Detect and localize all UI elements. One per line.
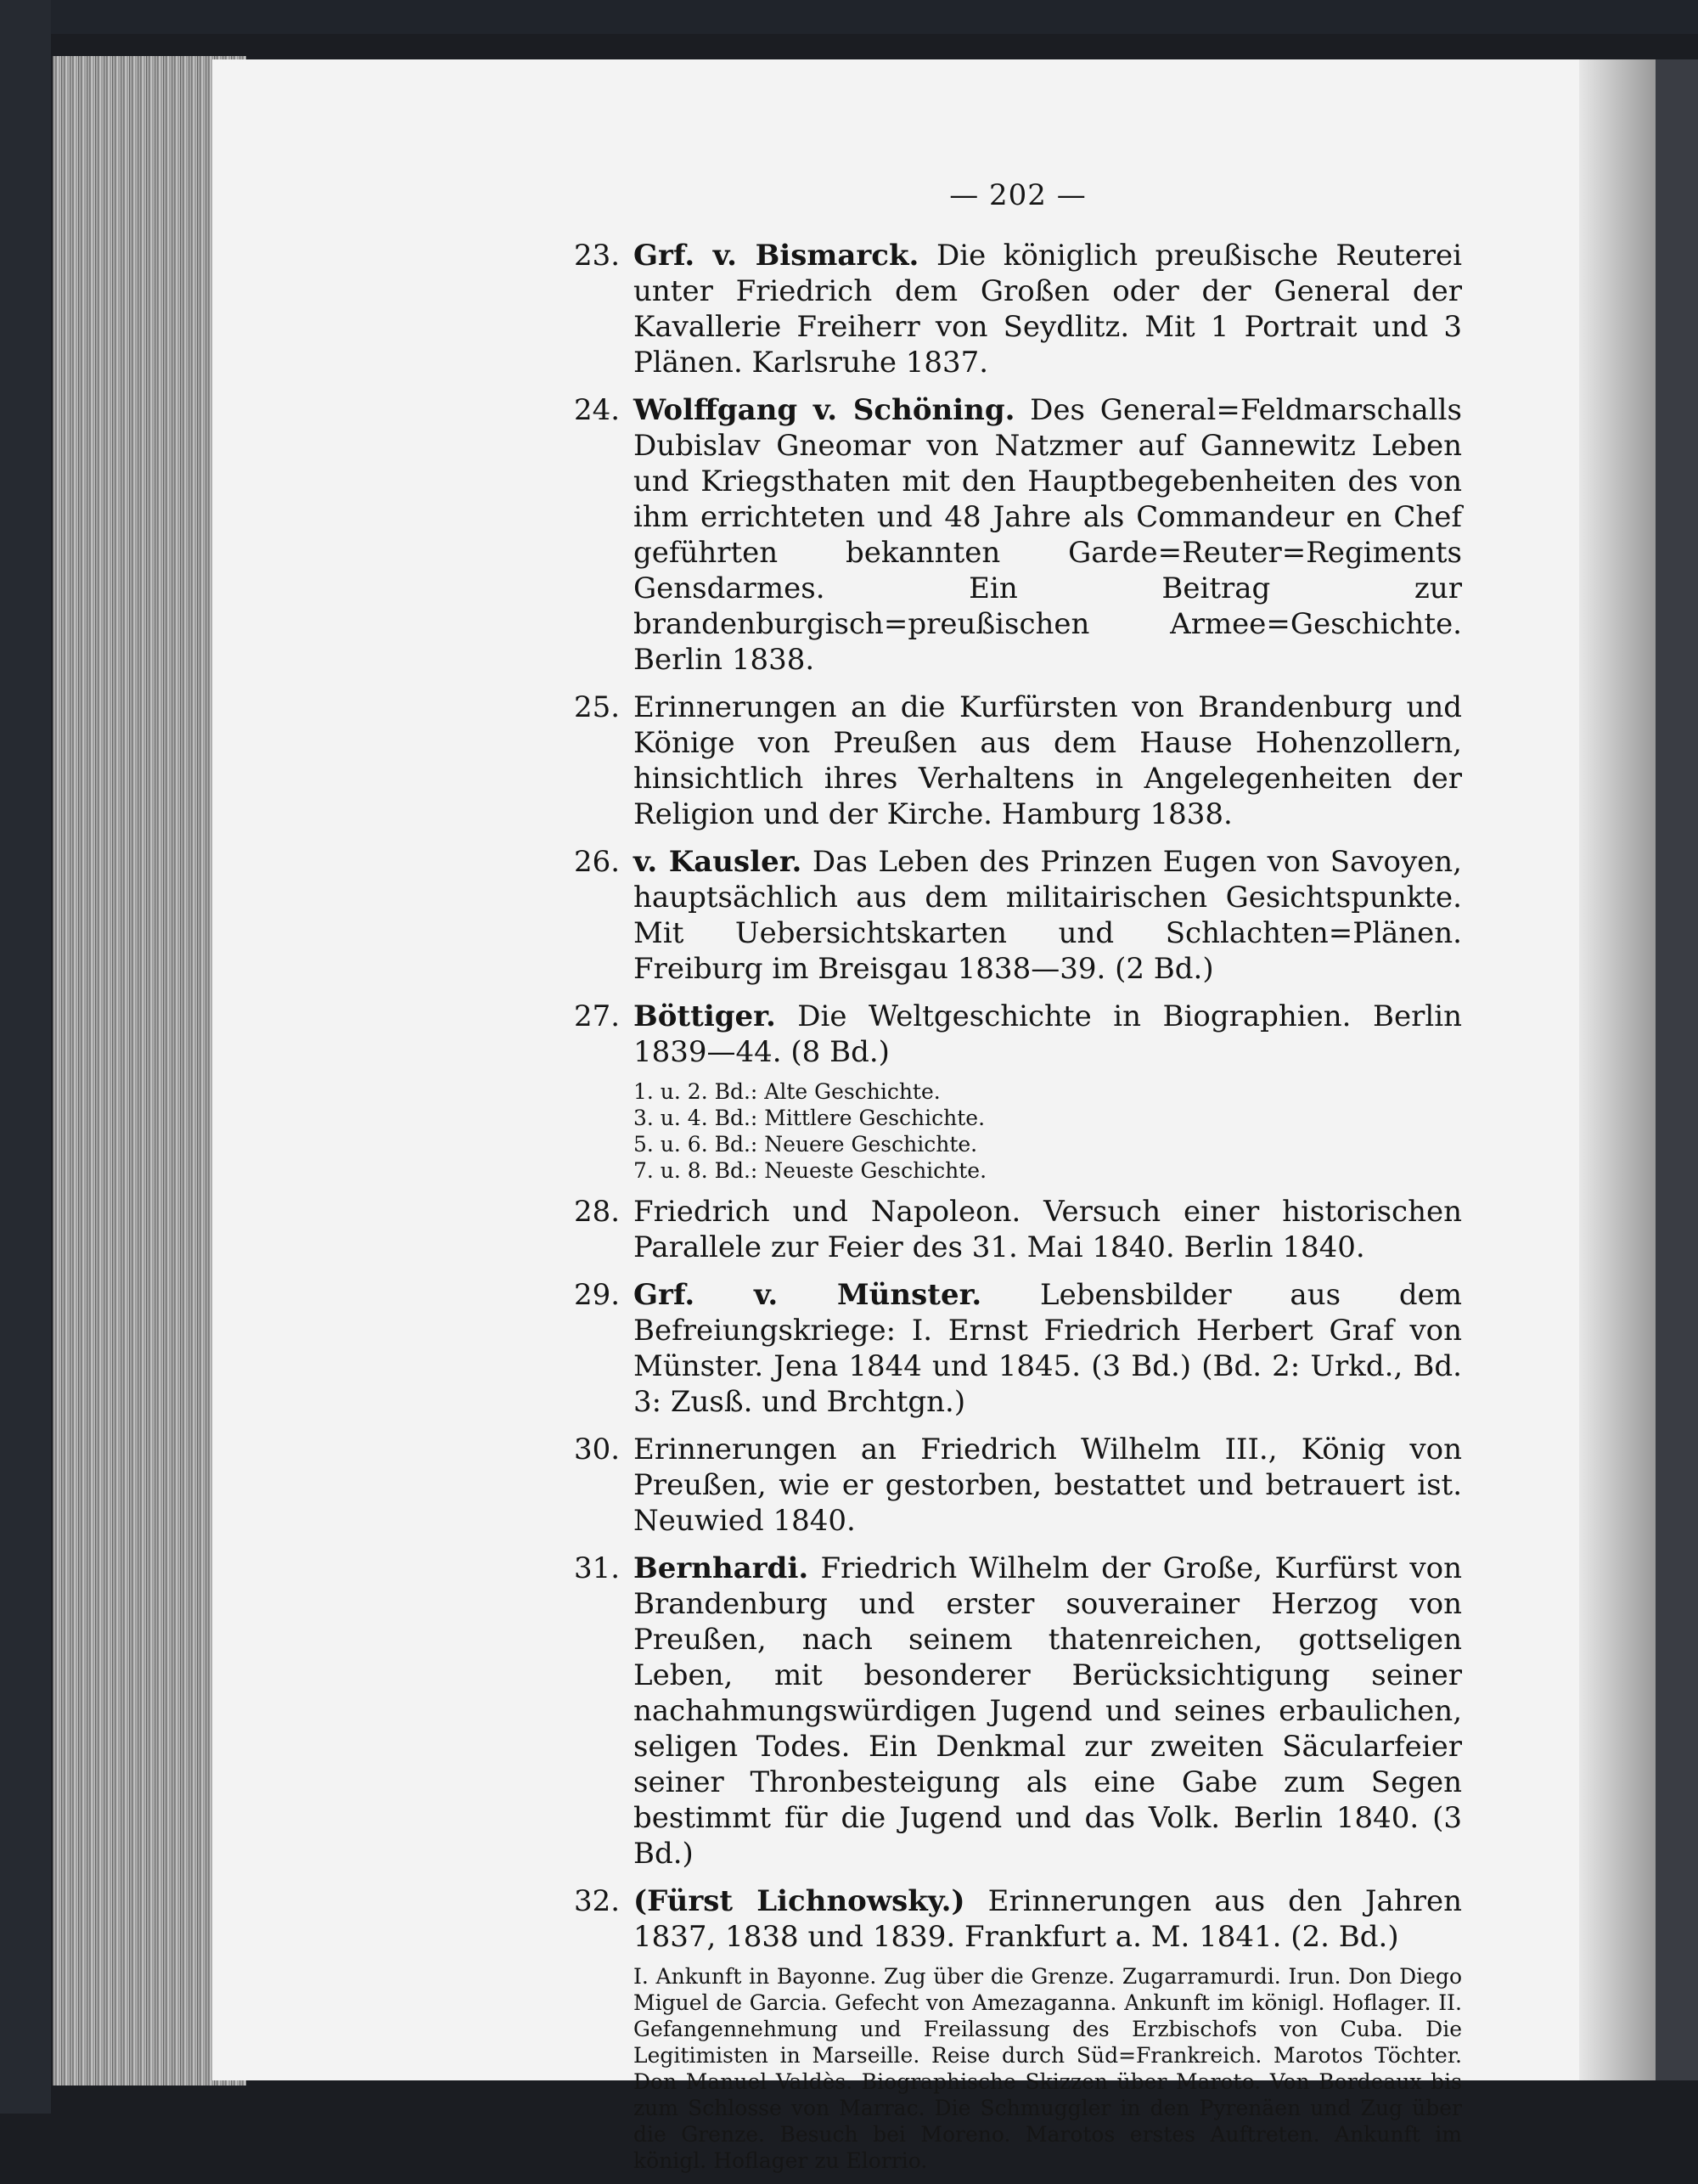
entry-number: 25. <box>574 690 621 724</box>
entry-author: Bernhardi. <box>633 1551 809 1585</box>
entry-author: Grf. v. Bismarck. <box>633 239 919 273</box>
entry-number: 26. <box>574 845 621 879</box>
page-number: — 202 — <box>949 178 1087 212</box>
lichnowsky-contents: I. Ankunft in Bayonne. Zug über die Grenze. Zugarramurdi. Irun. Don Diego Miguel de Garcia. Gefecht von Amezaganna. Ankunft im königl. Hoflager. II. Gefangennehmung und Freilassung des Erzbischofs von Cuba. Die Legitimisten in Marseille. Reise durch Süd=Frankreich. Marotos Töchter. Don Manuel Valdès. Biographische Skizzen über Maroto. Von Bordeaux bis zum Schlosse von Marrac. Die Schmuggler in den Pyrenäen und Zug über die Grenze. Besuch bei Moreno. Marotos erstes Auftreten. Ankunft im königl. Hoflager zu Elorrio. <box>633 1964 1462 2173</box>
entry-text: Lebensbilder aus dem Befreiungskriege: I. Ernst Friedrich Herbert Graf von Münster. Jena 1844 und 1845. (3 Bd.) (Bd. 2: Urkd., Bd. 3: Zusß. und Brchtgn.) <box>633 1278 1462 1419</box>
entry-author: Grf. v. Münster. <box>633 1278 982 1312</box>
boettiger-volume-list <box>574 1078 1462 1184</box>
list-item: 5. u. 6. Bd.: Neuere Geschichte. <box>633 1132 978 1157</box>
list-item: 7. u. 8. Bd.: Neueste Geschichte. <box>633 1158 987 1183</box>
entry-text: Des General=Feldmarschalls Dubislav Gneomar von Natzmer auf Gannewitz Leben und Kriegsthaten mit den Hauptbegebenheiten des von ihm errichteten und 48 Jahre als Commandeur en Chef geführten bekannten Garde=Reuter=Regiments Gensdarmes. Ein Beitrag zur brandenburgisch=preußischen Armee=Geschichte. Berlin 1838. <box>633 393 1462 677</box>
entry-32 <box>574 1883 1462 1955</box>
entry-text: Friedrich Wilhelm der Große, Kurfürst von Brandenburg und erster souverainer Herzog von Preußen, nach seinem thatenreichen, gottseligen Leben, mit besonderer Berücksichtigung seiner nachahmungswürdigen Jugend und seines erbaulichen, seligen Todes. Ein Denkmal zur zweiten Säcularfeier seiner Thronbesteigung als eine Gabe zum Segen bestimmt für die Jugend und das Volk. Berlin 1840. (3 Bd.) <box>633 1551 1463 1871</box>
entry-28 <box>574 1194 1462 1265</box>
entry-number: 24. <box>574 393 621 427</box>
book-cover-left <box>0 0 51 2114</box>
entry-text: Die Weltgeschichte in Biographien. Berlin 1839—44. (8 Bd.) <box>633 999 1462 1069</box>
entry-number: 23. <box>574 239 621 273</box>
entry-number: 31. <box>574 1551 621 1585</box>
entry-number: 32. <box>574 1884 621 1918</box>
entry-29 <box>574 1277 1462 1420</box>
entry-number: 27. <box>574 999 621 1033</box>
book-cover-right <box>1656 59 1698 2080</box>
entry-text: Die königlich preußische Reuterei unter Friedrich dem Großen oder der General der Kavallerie Freiherr von Seydlitz. Mit 1 Portrait und 3 Plänen. Karlsruhe 1837. <box>633 239 1463 380</box>
entry-30 <box>574 1432 1462 1539</box>
entry-text: Erinnerungen an die Kurfürsten von Brandenburg und Könige von Preußen aus dem Hause Hohenzollern, hinsichtlich ihres Verhaltens in Angelegenheiten der Religion und der Kirche. Hamburg 1838. <box>633 690 1462 831</box>
entry-23 <box>574 238 1462 380</box>
list-item: 3. u. 4. Bd.: Mittlere Geschichte. <box>633 1106 986 1130</box>
entry-text: Erinnerungen an Friedrich Wilhelm III., König von Preußen, wie er gestorben, bestattet und betrauert ist. Neuwied 1840. <box>633 1433 1462 1538</box>
entry-author: Böttiger. <box>633 999 776 1033</box>
page-text <box>574 178 1462 2184</box>
entry-number: 29. <box>574 1278 621 1312</box>
entry-26 <box>574 844 1462 987</box>
entry-25 <box>574 690 1462 832</box>
list-item: 1. u. 2. Bd.: Alte Geschichte. <box>633 1079 941 1104</box>
entry-author: (Fürst Lichnowsky.) <box>633 1884 965 1918</box>
entry-text: Friedrich und Napoleon. Versuch einer historischen Parallele zur Feier des 31. Mai 1840. Berlin 1840. <box>633 1195 1462 1264</box>
entry-31 <box>574 1551 1462 1872</box>
entry-author: Wolffgang v. Schöning. <box>633 393 1015 427</box>
book-cover-top <box>0 0 1698 34</box>
entry-number: 28. <box>574 1195 621 1229</box>
entry-author: v. Kausler. <box>633 845 802 879</box>
entry-24 <box>574 392 1462 678</box>
page-gutter-shadow <box>1579 59 1656 2080</box>
entry-text: Das Leben des Prinzen Eugen von Savoyen, hauptsächlich aus dem militairischen Gesichtspunkte. Mit Uebersichtskarten und Schlachten=Plänen. Freiburg im Breisgau 1838—39. (2 Bd.) <box>633 845 1462 986</box>
entry-27 <box>574 999 1462 1070</box>
entry-number: 30. <box>574 1433 621 1466</box>
entry-text: Erinnerungen aus den Jahren 1837, 1838 und 1839. Frankfurt a. M. 1841. (2. Bd.) <box>633 1884 1462 1954</box>
